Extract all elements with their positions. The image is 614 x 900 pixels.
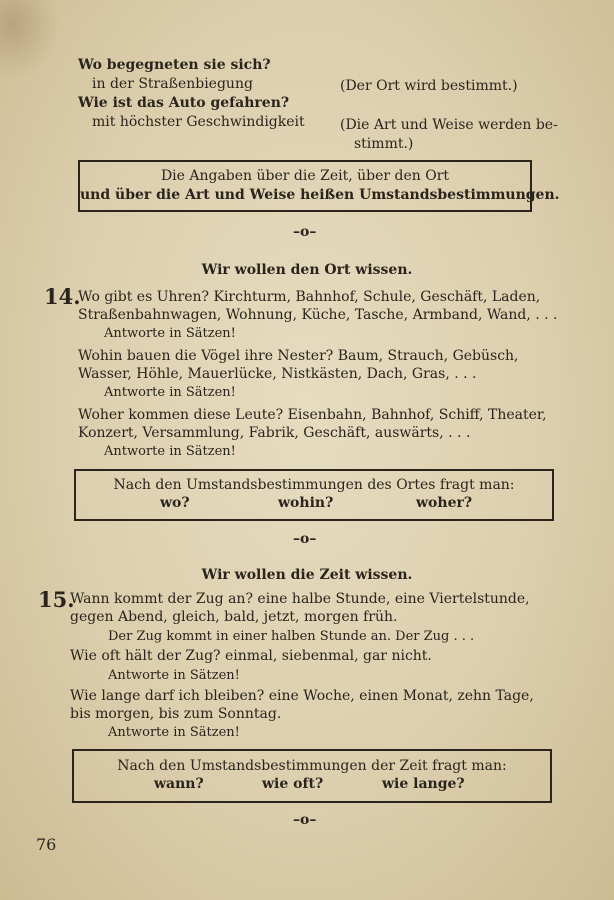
intro-question-2: Wie ist das Auto gefahren?: [78, 95, 290, 111]
s14-p2-line-2: Wasser, Höhle, Mauerlücke, Nistkästen, Dach, Gras, . . .: [78, 366, 477, 382]
s14-p3-line-2: Konzert, Versammlung, Fabrik, Geschäft, auswärts, . . .: [78, 425, 471, 441]
s15-p1-line-1: Wann kommt der Zug an? eine halbe Stunde, eine Viertelstunde,: [70, 591, 530, 607]
separator-3: –o–: [293, 812, 317, 828]
definition-box: [78, 160, 560, 212]
separator-2: –o–: [293, 531, 317, 547]
s15-answer-2: Antworte in Sätzen!: [108, 725, 240, 740]
s14-p3-line-1: Woher kommen diese Leute? Eisenbahn, Bahnhof, Schiff, Theater,: [78, 407, 547, 423]
time-question-box: [72, 749, 552, 803]
definition-line-2: und über die Art und Weise heißen Umstandsbestimmungen.: [80, 187, 560, 203]
s14-p1-line-2: Straßenbahnwagen, Wohnung, Küche, Tasche, Armband, Wand, . . .: [78, 307, 558, 323]
place-box-line-1: Nach den Umstandsbestimmungen des Ortes fragt man:: [113, 477, 515, 493]
s14-p1-line-1: Wo gibt es Uhren? Kirchturm, Bahnhof, Schule, Geschäft, Laden,: [78, 289, 541, 305]
intro-note-1: (Der Ort wird bestimmt.): [340, 78, 518, 94]
time-box-word-wie-lange: wie lange?: [382, 776, 465, 792]
s15-p3-line-2: bis morgen, bis zum Sonntag.: [70, 706, 282, 722]
page-stain: [0, 0, 60, 80]
intro-answer-1: in der Straßenbiegung: [92, 76, 253, 92]
s14-answer-3: Antworte in Sätzen!: [104, 444, 236, 459]
page-number: 76: [36, 835, 57, 854]
intro-note-2-line-1: (Die Art und Weise werden be-: [340, 117, 558, 133]
s15-p1-line-2: gegen Abend, gleich, bald, jetzt, morgen früh.: [70, 609, 398, 625]
intro-note-2-line-2: stimmt.): [354, 136, 414, 152]
s15-p3-line-1: Wie lange darf ich bleiben? eine Woche, einen Monat, zehn Tage,: [70, 688, 534, 704]
place-box-word-woher: woher?: [416, 495, 473, 511]
time-box-word-wie-oft: wie oft?: [262, 776, 324, 792]
intro-answer-2: mit höchster Geschwindigkeit: [92, 114, 305, 130]
place-box-word-wohin: wohin?: [278, 495, 334, 511]
section-15-heading: Wir wollen die Zeit wissen.: [201, 567, 413, 583]
s14-p2-line-1: Wohin bauen die Vögel ihre Nester? Baum, Strauch, Gebüsch,: [78, 348, 519, 364]
section-15-number: 15.: [38, 587, 75, 612]
place-box-word-wo: wo?: [160, 495, 190, 511]
s14-answer-1: Antworte in Sätzen!: [104, 326, 236, 341]
place-question-box: [74, 469, 554, 521]
section-14-number: 14.: [44, 284, 81, 309]
definition-line-1: Die Angaben über die Zeit, über den Ort: [160, 168, 450, 184]
separator-1: –o–: [293, 224, 317, 240]
s15-p1-line-3: Der Zug kommt in einer halben Stunde an. Der Zug . . .: [108, 629, 475, 644]
section-14-heading: Wir wollen den Ort wissen.: [201, 262, 413, 278]
s15-answer-1: Antworte in Sätzen!: [108, 668, 240, 683]
s15-p2-line-1: Wie oft hält der Zug? einmal, siebenmal, gar nicht.: [70, 648, 432, 664]
time-box-line-1: Nach den Umstandsbestimmungen der Zeit fragt man:: [117, 758, 507, 774]
time-box-word-wann: wann?: [154, 776, 204, 792]
intro-question-1: Wo begegneten sie sich?: [78, 57, 271, 73]
s14-answer-2: Antworte in Sätzen!: [104, 385, 236, 400]
